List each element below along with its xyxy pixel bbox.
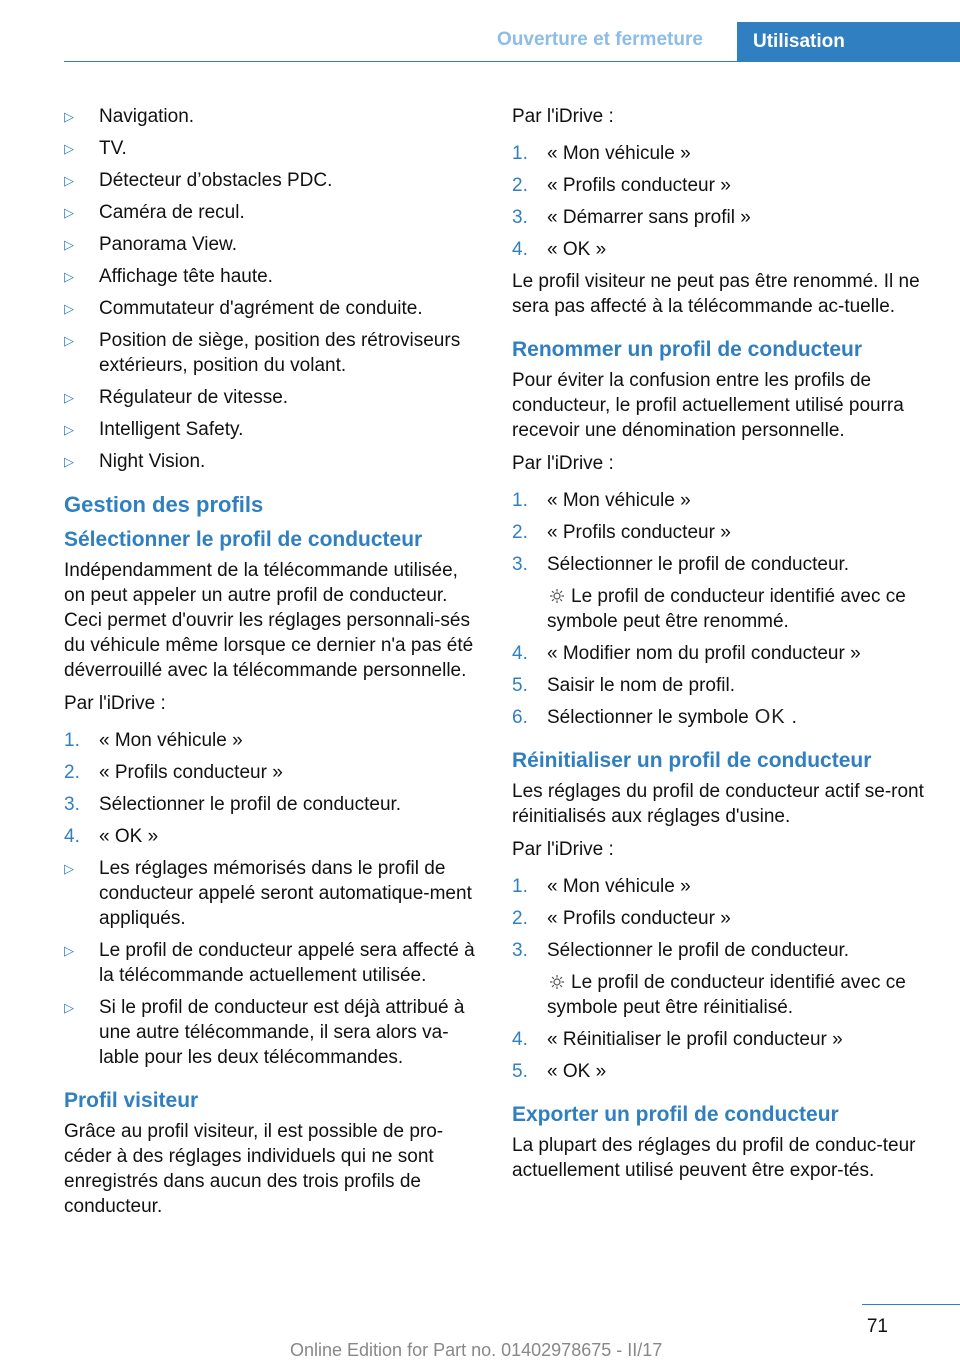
- list-item: ▷ Commutateur d'agrément de conduite.: [64, 296, 484, 321]
- list-item: ▷ Navigation.: [64, 104, 484, 129]
- list-item: ▷ Les réglages mémorisés dans le profil de conducteur appelé seront automatique-ment appliqués.: [64, 856, 484, 931]
- list-item: 2. « Profils conducteur »: [512, 908, 731, 929]
- list-item: 3. Sélectionner le profil de conducteur.: [64, 794, 402, 815]
- heading-reset: Réinitialiser un profil de conducteur: [512, 749, 872, 772]
- list-item: 6. Sélectionner le symbole OK .: [512, 706, 797, 728]
- list-item: 4. « OK »: [512, 239, 607, 260]
- heading-export: Exporter un profil de conducteur: [512, 1103, 839, 1126]
- list-item: 3. « Démarrer sans profil »: [512, 207, 751, 228]
- active-chapter-tab: Utilisation: [737, 22, 960, 62]
- paragraph-idrive: Par l'iDrive :: [512, 106, 614, 127]
- list-item: 4. « OK »: [64, 826, 159, 847]
- steps-list: [512, 488, 932, 730]
- paragraph-reset: Les réglages du profil de conducteur actif se-ront réinitialisés aux réglages d'usine.: [512, 781, 924, 827]
- paragraph-idrive: Par l'iDrive :: [512, 839, 614, 860]
- page-header: [0, 0, 960, 62]
- feature-list: [64, 104, 484, 474]
- list-item: 1. « Mon véhicule »: [512, 143, 691, 164]
- list-item: ▷ TV.: [64, 136, 484, 161]
- list-item: ▷ Si le profil de conducteur est déjà attribué à une autre télécommande, il sera alors va-lable pour les deux télécommandes.: [64, 995, 484, 1070]
- heading-visiteur: Profil visiteur: [64, 1089, 199, 1112]
- section-tab: Ouverture et fermeture: [497, 29, 703, 50]
- list-item: 2. « Profils conducteur »: [512, 175, 731, 196]
- left-column: [64, 104, 484, 1227]
- heading-select: Sélectionner le profil de conducteur: [64, 528, 423, 551]
- list-item: ▷ Position de siège, position des rétroviseurs extérieurs, position du volant.: [64, 328, 484, 378]
- heading-rename: Renommer un profil de conducteur: [512, 338, 863, 361]
- result-list: [64, 856, 484, 1070]
- paragraph-export: La plupart des réglages du profil de conduc-teur actuellement utilisé peuvent être expor-tés.: [512, 1135, 916, 1181]
- list-item: ▷ Intelligent Safety.: [64, 417, 484, 442]
- ok-symbol-icon: OK: [754, 706, 786, 728]
- list-item: 5. « OK »: [512, 1061, 607, 1082]
- paragraph-idrive: Par l'iDrive :: [64, 693, 166, 714]
- list-item: 5. Saisir le nom de profil.: [512, 675, 735, 696]
- list-item: ▷ Affichage tête haute.: [64, 264, 484, 289]
- gear-icon: [549, 588, 565, 604]
- list-item: ▷ Panorama View.: [64, 232, 484, 257]
- list-item: ▷ Régulateur de vitesse.: [64, 385, 484, 410]
- list-item: 2. « Profils conducteur »: [512, 522, 731, 543]
- paragraph-visiteur: Grâce au profil visiteur, il est possible de pro-céder à des réglages individuels qui ne sont enregistrés dans aucun des trois profils de conducteur.: [64, 1121, 444, 1217]
- list-item: ▷ Le profil de conducteur appelé sera affecté à la télécommande actuellement utilisée.: [64, 938, 484, 988]
- steps-list: [512, 141, 932, 262]
- paragraph-idrive: Par l'iDrive :: [512, 453, 614, 474]
- list-item: 1. « Mon véhicule »: [64, 730, 243, 751]
- right-column: [512, 104, 932, 1191]
- list-item: 1. « Mon véhicule »: [512, 876, 691, 897]
- heading-gestion: Gestion des profils: [64, 492, 264, 517]
- paragraph-visitor-note: Le profil visiteur ne peut pas être renommé. Il ne sera pas affecté à la télécommande ac-tuelle.: [512, 271, 920, 317]
- list-item: 3. Sélectionner le profil de conducteur. Le profil de conducteur identifié avec ce symbole peut être renommé.: [512, 552, 932, 634]
- list-item: 2. « Profils conducteur »: [64, 762, 283, 783]
- footer-rule: [862, 1304, 960, 1305]
- edition-footer: Online Edition for Part no. 01402978675 - II/17: [290, 1340, 663, 1360]
- page-number: 71: [866, 1316, 888, 1337]
- steps-list: [64, 728, 484, 849]
- paragraph-select: Indépendamment de la télécommande utilisée, on peut appeler un autre profil de conducteur. Ceci permet d'ouvrir les réglages personnali-sés du véhicule même lorsque ce dernier n'a pas été déverrouillé avec la télécommande personnelle.: [64, 560, 474, 681]
- list-item: 3. Sélectionner le profil de conducteur. Le profil de conducteur identifié avec ce symbole peut être réinitialisé.: [512, 938, 932, 1020]
- list-item: ▷ Night Vision.: [64, 449, 484, 474]
- note: Le profil de conducteur identifié avec ce symbole peut être renommé.: [547, 586, 906, 632]
- list-item: 4. « Modifier nom du profil conducteur »: [512, 643, 861, 664]
- note: Le profil de conducteur identifié avec ce symbole peut être réinitialisé.: [547, 972, 906, 1018]
- list-item: 1. « Mon véhicule »: [512, 490, 691, 511]
- list-item: 4. « Réinitialiser le profil conducteur »: [512, 1029, 843, 1050]
- header-rule: [64, 61, 960, 62]
- list-item: ▷ Caméra de recul.: [64, 200, 484, 225]
- gear-icon: [549, 974, 565, 990]
- list-item: ▷ Détecteur d’obstacles PDC.: [64, 168, 484, 193]
- paragraph-rename: Pour éviter la confusion entre les profils de conducteur, le profil actuellement utilisé pourra recevoir une dénomination personnelle.: [512, 370, 904, 441]
- steps-list: [512, 874, 932, 1084]
